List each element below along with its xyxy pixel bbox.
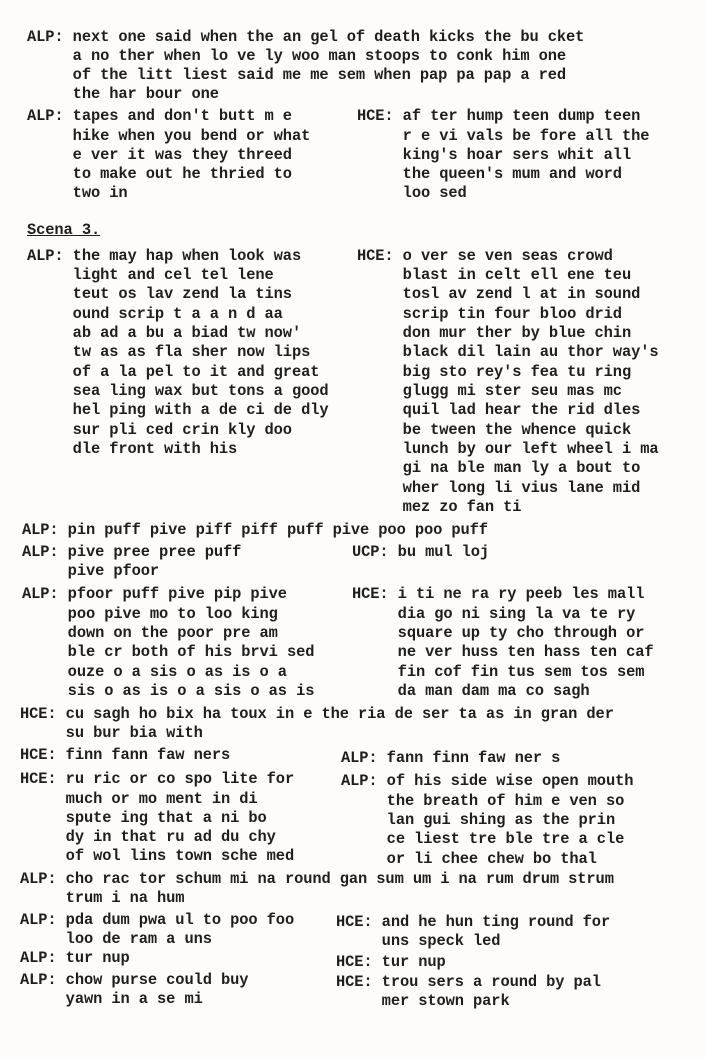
text-line: da man dam ma co sagh xyxy=(352,682,590,700)
text-line: ALP: fann finn faw ner s xyxy=(341,749,561,767)
text-line: lan gui shing as the prin xyxy=(341,811,616,829)
text-line: ab ad a bu a biad tw now' xyxy=(27,324,302,342)
text-line: two in xyxy=(27,184,128,202)
text-line: HCE: i ti ne ra ry peeb les mall xyxy=(352,585,645,603)
text-line: HCE: o ver se ven seas crowd xyxy=(357,247,613,265)
text-line: ALP: pda dum pwa ul to poo foo xyxy=(20,911,295,929)
text-line: tosl av zend l at in sound xyxy=(357,285,641,303)
text-line: ALP: tapes and don't butt m e xyxy=(27,107,292,125)
text-line: loo sed xyxy=(357,184,467,202)
text-line: ALP: of his side wise open mouth xyxy=(341,772,634,790)
text-line: HCE: and he hun ting round for xyxy=(336,913,611,931)
text-line: square up ty cho through or xyxy=(352,624,645,642)
text-line: black dil lain au thor way's xyxy=(357,343,659,361)
scene-heading: Scena 3. xyxy=(27,221,101,239)
text-line: sis o as is o a sis o as is xyxy=(22,682,315,700)
text-line: hike when you bend or what xyxy=(27,127,311,145)
text-line: HCE: ru ric or co spo lite for xyxy=(20,770,295,788)
text-line: ce liest tre ble tre a cle xyxy=(341,830,625,848)
text-line: ALP: pive pree pree puff xyxy=(22,543,242,561)
text-line: ble cr both of his brvi sed xyxy=(22,643,315,661)
text-line: don mur ther by blue chin xyxy=(357,324,632,342)
text-line: gi na ble man ly a bout to xyxy=(357,459,641,477)
text-line: ALP: next one said when the an gel of death kicks the bu cket xyxy=(27,28,585,46)
text-line: HCE: trou sers a round by pal xyxy=(336,973,601,991)
text-line: a no ther when lo ve ly woo man stoops to conk him one xyxy=(27,47,567,65)
text-line: r e vi vals be fore all the xyxy=(357,127,650,145)
text-line: loo de ram a uns xyxy=(20,930,212,948)
text-line: the queen's mum and word xyxy=(357,165,622,183)
text-line: poo pive mo to loo king xyxy=(22,605,278,623)
text-line: teut os lav zend la tins xyxy=(27,285,292,303)
text-line: blast in celt ell ene teu xyxy=(357,266,632,284)
text-line: mez zo fan ti xyxy=(357,498,522,516)
text-line: dle front with his xyxy=(27,440,238,458)
text-line: be tween the whence quick xyxy=(357,421,632,439)
text-line: lunch by our left wheel i ma xyxy=(357,440,659,458)
text-line: e ver it was they threed xyxy=(27,146,292,164)
text-line: HCE: af ter hump teen dump teen xyxy=(357,107,641,125)
text-line: spute ing that a ni bo xyxy=(20,809,267,827)
text-line: the har bour one xyxy=(27,85,219,103)
text-line: of the litt liest said me me sem when pap pa pap a red xyxy=(27,66,567,84)
text-line: uns speck led xyxy=(336,932,501,950)
text-line: of wol lins town sche med xyxy=(20,847,295,865)
text-line: sea ling wax but tons a good xyxy=(27,382,329,400)
text-line: hel ping with a de ci de dly xyxy=(27,401,329,419)
text-line: ALP: pin puff pive piff piff puff pive poo poo puff xyxy=(22,521,488,539)
text-line: sur pli ced crin kly doo xyxy=(27,421,292,439)
text-line: fin cof fin tus sem tos sem xyxy=(352,663,645,681)
text-line: king's hoar sers whit all xyxy=(357,146,632,164)
text-line: down on the poor pre am xyxy=(22,624,278,642)
text-line: HCE: finn fann faw ners xyxy=(20,746,231,764)
text-line: mer stown park xyxy=(336,992,510,1010)
text-line: tw as as fla sher now lips xyxy=(27,343,311,361)
text-line: dy in that ru ad du chy xyxy=(20,828,276,846)
text-line: wher long li vius lane mid xyxy=(357,479,641,497)
text-line: ALP: pfoor puff pive pip pive xyxy=(22,585,287,603)
text-line: dia go ni sing la va te ry xyxy=(352,605,636,623)
text-line: pive pfoor xyxy=(22,562,160,580)
text-line: ound scrip t a a n d aa xyxy=(27,305,283,323)
text-line: of a la pel to it and great xyxy=(27,363,320,381)
text-line: big sto rey's fea tu ring xyxy=(357,363,632,381)
text-line: trum i na hum xyxy=(20,889,185,907)
text-line: HCE: tur nup xyxy=(336,953,446,971)
text-line: yawn in a se mi xyxy=(20,990,203,1008)
text-line: or li chee chew bo thal xyxy=(341,850,597,868)
text-line: ALP: tur nup xyxy=(20,949,130,967)
text-line: glugg mi ster seu mas mc xyxy=(357,382,622,400)
text-line: UCP: bu mul loj xyxy=(352,543,490,561)
text-line: ouze o a sis o as is o a xyxy=(22,663,287,681)
text-line: HCE: cu sagh ho bix ha toux in e the ria de ser ta as in gran der xyxy=(20,705,614,723)
text-line: ALP: chow purse could buy xyxy=(20,971,249,989)
text-line: light and cel tel lene xyxy=(27,266,274,284)
text-line: ne ver huss ten hass ten caf xyxy=(352,643,654,661)
text-line: much or mo ment in di xyxy=(20,790,258,808)
text-line: ALP: the may hap when look was xyxy=(27,247,302,265)
text-line: quil lad hear the rid dles xyxy=(357,401,641,419)
text-line: the breath of him e ven so xyxy=(341,792,625,810)
text-line: scrip tin four bloo drid xyxy=(357,305,622,323)
text-line: ALP: cho rac tor schum mi na round gan sum um i na rum drum strum xyxy=(20,870,614,888)
text-line: su bur bia with xyxy=(20,724,203,742)
text-line: to make out he thried to xyxy=(27,165,292,183)
